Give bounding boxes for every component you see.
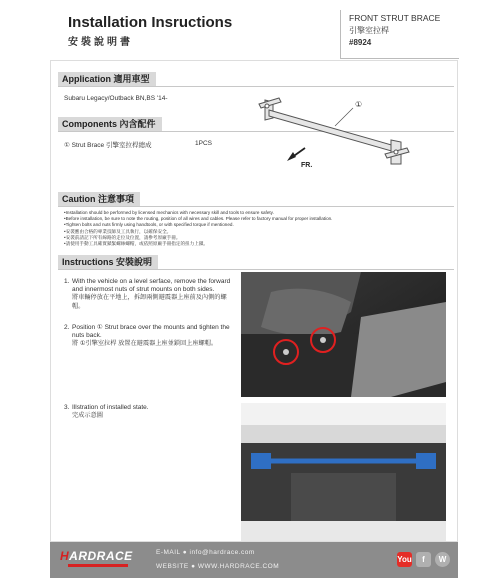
instruction-step-2 [64,324,234,349]
instructions-heading: Instructions 安裝說明 [58,255,158,269]
application-vehicle: Subaru Legacy/Outback BN,BS '14- [64,95,168,102]
divider [58,86,454,87]
step-text: Illstration of installed state. [72,404,149,411]
component-name: Strut Brace 引擎室拉桿總成 [71,142,152,149]
social-icons [393,551,450,569]
engine-cover [291,473,396,528]
divider [58,269,454,270]
divider [58,206,454,207]
strut-mount-photo [241,272,446,397]
step-number: 3. [64,404,70,411]
logo-underline [68,564,128,567]
youtube-icon[interactable]: You [397,552,412,567]
front-arrow-icon [287,148,305,161]
step-text-zh: 完成示意圖 [72,412,103,420]
caution-item: • 安裝應由合格的專業技師及工具執行，以確保安全。 [64,229,444,235]
front-direction-label: FR. [301,162,313,169]
mail-icon: ● [182,549,188,556]
facebook-icon[interactable]: f [416,552,431,567]
strut-brace-diagram [245,88,425,188]
component-item [64,140,151,149]
caution-item: • Tighten bolts and nuts firmly using handtools, or with specified torque if mentioned. [64,222,444,228]
instruction-step-1 [64,278,234,311]
caution-item: • 請使用手動工具確實鎖緊螺絲螺帽，或依照原廠手冊指定的扭力上鎖。 [64,241,444,247]
component-mark: ① [64,142,70,149]
step-text-zh: 將車輛停放在平地上，拆卸兩側避震器上座前及內側的螺帽。 [72,294,227,310]
email-label: E-MAIL [156,549,181,556]
website-link[interactable]: WWW.HARDRACE.COM [197,563,280,570]
instruction-step-3 [64,404,234,420]
front-bumper [241,521,446,541]
caution-item: • 安裝前請記下所有線路的走位及位置，請參考原廠手冊。 [64,235,444,241]
step-text-zh: 將 ①引擎室拉桿 放置在避震器上座並鎖回上座螺帽。 [72,340,218,348]
brace-mount-right [416,453,436,469]
product-name-zh: 引擎室拉桿 [349,26,389,35]
caution-list [64,210,444,247]
step-number: 1. [64,278,70,285]
footer-email [156,549,255,556]
step-number: 2. [64,324,70,331]
caution-heading: Caution 注意事項 [58,192,140,206]
logo-text: ARDRACE [69,549,133,563]
website-label: WEBSITE [156,563,189,570]
strut-nut [283,349,289,355]
footer [50,542,458,578]
strut-brace-drawing [259,98,409,164]
step-text: With the vehicle on a level serface, remove the forward and innermost nuts of strut mounts on both sides. [72,278,231,294]
product-info-box [340,10,459,59]
email-link[interactable]: info@hardrace.com [189,549,255,556]
callout-leader [335,108,353,126]
caution-item: • Before installation, be sure to note the routing, position of all wires and cables. Please refer to factory manual for proper installation. [64,216,444,222]
diagram-callout: ① [355,100,363,109]
installed-state-photo [241,403,446,541]
globe-icon: ● [191,563,196,570]
page-title-zh: 安裝說明書 [68,37,133,48]
product-name-en: FRONT STRUT BRACE [349,13,441,23]
wechat-icon[interactable]: W [435,552,450,567]
windshield-cowl [241,425,446,443]
brace-mount-left [251,453,271,469]
application-heading: Application 適用車型 [58,72,156,86]
components-heading: Components 內含配件 [58,117,162,131]
part-number: #8924 [349,38,372,47]
strut-nut [320,337,326,343]
page-title: Installation Insructions [68,14,233,31]
caution-item: • Installation should be performed by licensed mechanics with necessary skill and tools to ensure safety. [64,210,444,216]
footer-website [156,563,279,570]
fender-area [351,302,446,397]
step-text: Position ① Strut brace over the mounts and tighten the nuts back. [72,324,230,340]
logo-mark: H [60,549,70,563]
hardrace-logo [60,549,133,563]
component-qty: 1PCS [195,140,212,147]
